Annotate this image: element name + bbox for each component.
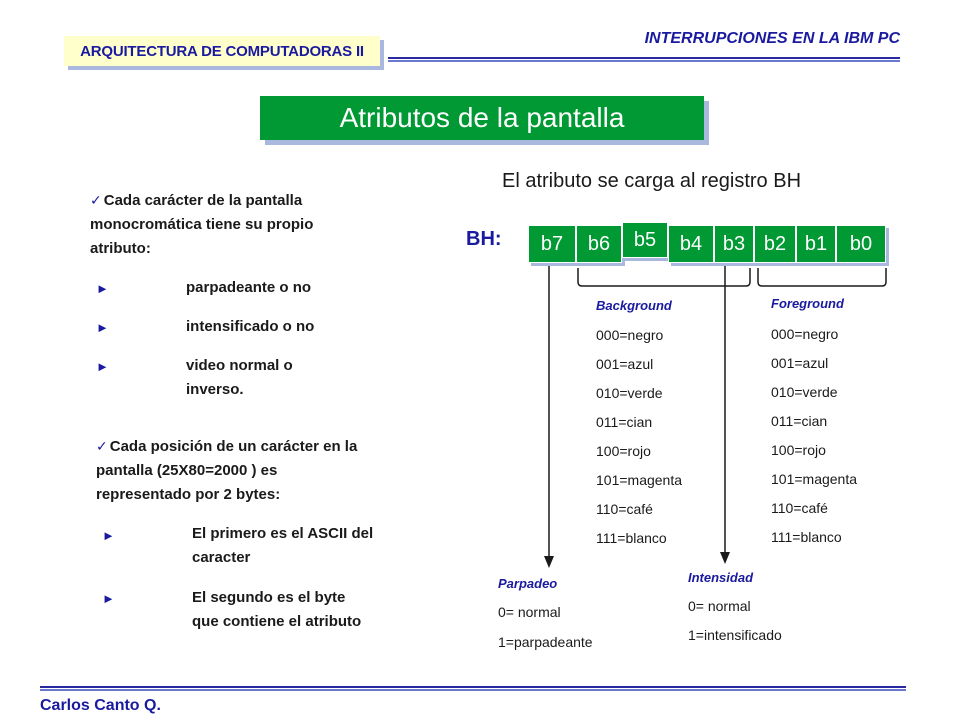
background-bracket [578, 268, 750, 286]
bit-b4: b4 [668, 225, 714, 263]
block1-item-2: intensificado o no [186, 318, 315, 335]
foreground-item: 001=azul [771, 355, 829, 371]
foreground-item: 000=negro [771, 326, 839, 342]
bit-b7: b7 [528, 225, 576, 263]
blink-heading: Parpadeo [498, 576, 558, 591]
foreground-item: 101=magenta [771, 471, 858, 487]
background-item: 011=cian [596, 414, 653, 430]
intensity-item: 0= normal [688, 598, 751, 614]
background-heading: Background [596, 298, 672, 313]
subtitle: El atributo se carga al registro BH [502, 170, 802, 192]
block2-item-1: El primero es el ASCII del caracter [192, 525, 374, 566]
background-item: 000=negro [596, 327, 664, 343]
background-item: 100=rojo [596, 443, 651, 459]
block2-text [96, 434, 357, 507]
block1-item-1: parpadeante o no [186, 279, 312, 296]
background-item: 101=magenta [596, 472, 683, 488]
bit-b5: b5 [622, 222, 668, 258]
block2-line-3: representado por 2 bytes: [96, 486, 281, 503]
course-text: ARQUITECTURA DE COMPUTADORAS II [80, 42, 364, 60]
foreground-item: 111=blanco [771, 529, 842, 545]
checkmark-icon: ✓ [90, 192, 102, 208]
blink-item: 0= normal [498, 604, 561, 620]
slide-title-text: Atributos de la pantalla [339, 102, 625, 133]
author: Carlos Canto Q. [40, 697, 161, 714]
blink-item: 1=parpadeante [498, 634, 593, 650]
topic-title: INTERRUPCIONES EN LA IBM PC [644, 30, 900, 47]
foreground-item: 010=verde [771, 384, 838, 400]
background-item: 010=verde [596, 385, 663, 401]
foreground-item: 011=cian [771, 413, 828, 429]
foreground-item: 100=rojo [771, 442, 826, 458]
triangle-bullet-icon: ► [96, 281, 109, 296]
foreground-heading: Foreground [771, 296, 844, 311]
bit-b0: b0 [836, 225, 886, 263]
block1-line-2: monocromática tiene su propio [90, 216, 314, 233]
triangle-bullet-icon: ► [96, 320, 109, 335]
block2-line-1: ✓ Cada posición de un carácter en la [96, 438, 358, 455]
block1-line-3: atributo: [90, 240, 151, 257]
triangle-bullet-icon: ► [102, 528, 115, 543]
bit-b3: b3 [714, 225, 754, 263]
intensity-arrowhead [720, 552, 730, 564]
intensity-heading: Intensidad [688, 570, 754, 585]
footer-rule [40, 686, 906, 691]
block1-item-3: video normal o inverso. [186, 357, 293, 398]
block1-text [90, 188, 313, 261]
background-item: 111=blanco [596, 530, 667, 546]
foreground-bracket [758, 268, 886, 286]
intensity-item: 1=intensificado [688, 627, 782, 643]
triangle-bullet-icon: ► [102, 591, 115, 606]
foreground-item: 110=café [771, 500, 828, 516]
blink-arrowhead [544, 556, 554, 568]
bit-b1: b1 [796, 225, 836, 263]
bit-b2: b2 [754, 225, 796, 263]
background-item: 110=café [596, 501, 653, 517]
block2-line-2: pantalla (25X80=2000 ) es [96, 462, 278, 479]
block2-item-2: El segundo es el byte que contiene el atributo [192, 589, 362, 630]
triangle-bullet-icon: ► [96, 359, 109, 374]
register-label: BH: [466, 228, 502, 250]
bit-b6: b6 [576, 225, 622, 263]
block1-line-1: ✓ Cada carácter de la pantalla [90, 192, 303, 209]
checkmark-icon: ✓ [96, 438, 108, 454]
background-item: 001=azul [596, 356, 654, 372]
